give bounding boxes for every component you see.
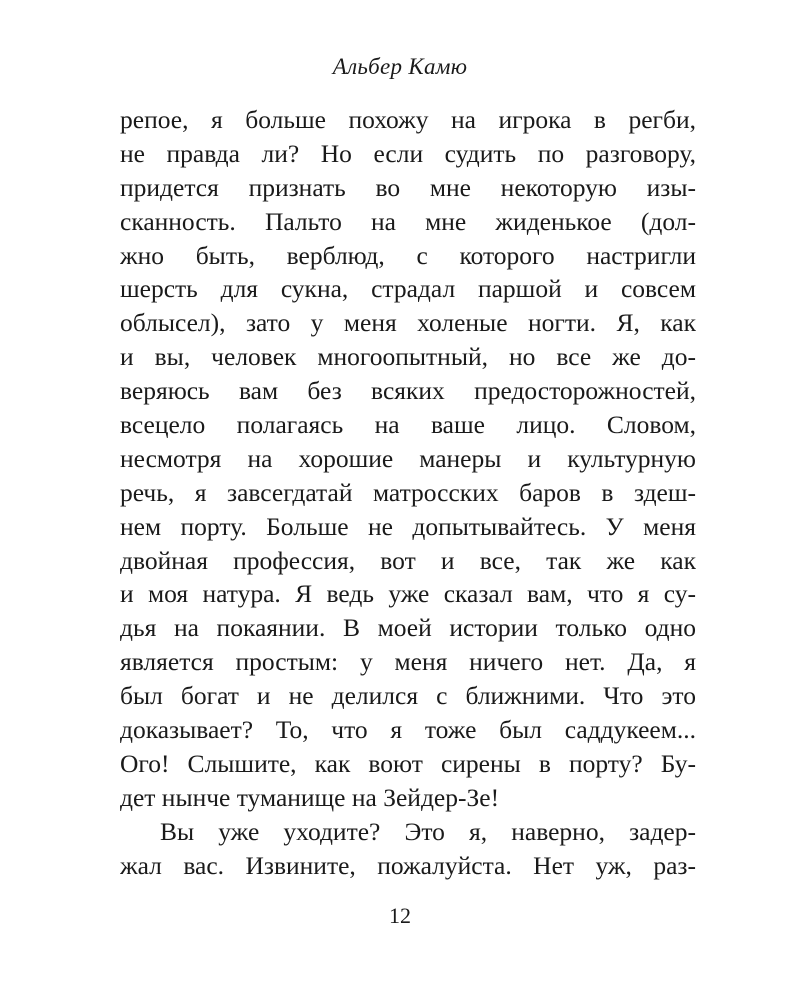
text-line: и вы, человек многоопытный, но все же до-: [120, 342, 696, 372]
page-number: 12: [389, 903, 411, 928]
text-line: жно быть, верблюд, с которого настригли: [120, 240, 696, 270]
text-line: репое, я больше похожу на игрока в регби,: [120, 105, 696, 134]
text-line: доказывает? То, что я тоже был саддукеем...: [120, 715, 696, 745]
text-line: несмотря на хорошие манеры и культурную: [120, 443, 696, 473]
text-line: придется признать во мне некоторую изы-: [120, 172, 696, 202]
text-line: был богат и не делился с ближними. Что это: [120, 681, 696, 711]
text-line: шерсть для сукна, страдал паршой и совсем: [120, 274, 696, 304]
text-line: и моя натура. Я ведь уже сказал вам, что я су-: [120, 579, 696, 609]
text-line: Ого! Слышите, как воют сирены в порту? Бу-: [120, 748, 696, 778]
text-line: двойная профессия, вот и все, так же как: [120, 545, 696, 575]
text-line: всецело полагаясь на ваше лицо. Словом,: [120, 410, 696, 440]
text-line: дья на покаянии. В моей истории только одно: [120, 613, 696, 643]
text-line: веряюсь вам без всяких предосторожностей,: [120, 376, 696, 406]
text-line: жал вас. Извините, пожалуйста. Нет уж, раз-: [120, 850, 696, 880]
running-head-author: Альбер Камю: [332, 54, 468, 79]
text-line: сканность. Пальто на мне жиденькое (дол-: [120, 206, 696, 236]
text-line: речь, я завсегдатай матросских баров в здеш-: [120, 477, 696, 507]
paragraph-end-line: дет нынче туманище на Зейдер-Зе!: [120, 782, 500, 812]
text-line: облысел), зато у меня холеные ногти. Я, как: [120, 308, 696, 338]
text-line: является простым: у меня ничего нет. Да, я: [120, 647, 696, 677]
text-line: нем порту. Больше не допытывайтесь. У меня: [120, 511, 696, 541]
paragraph-start-line: Вы уже уходите? Это я, наверно, задер-: [160, 816, 696, 846]
text-line: не правда ли? Но если судить по разговору,: [120, 138, 696, 168]
body-text: [120, 103, 696, 882]
